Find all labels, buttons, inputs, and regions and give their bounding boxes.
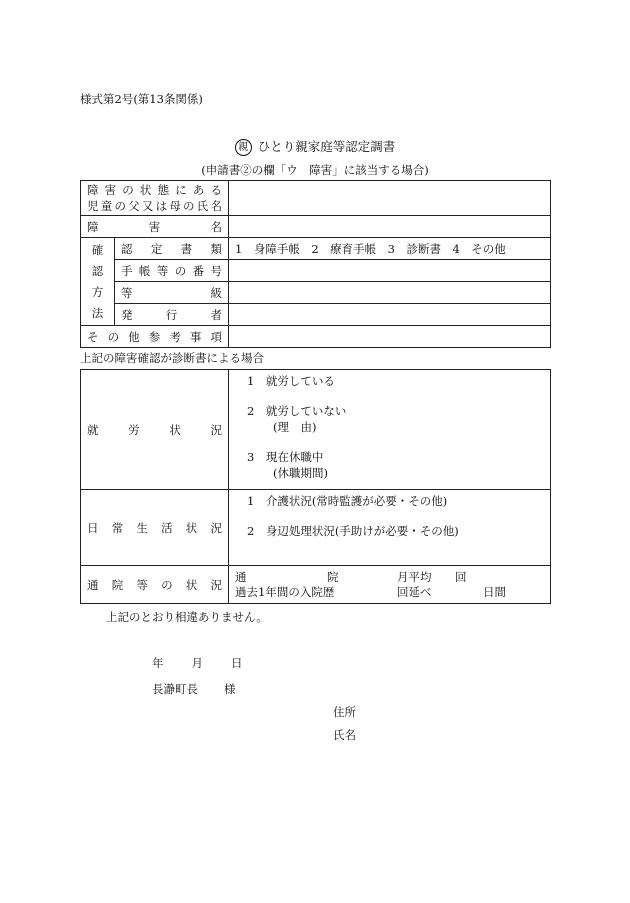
table-row bbox=[81, 216, 551, 238]
table-row bbox=[81, 304, 551, 326]
table-row bbox=[81, 238, 551, 260]
diagnosis-note: 上記の障害確認が診断書による場合 bbox=[80, 351, 264, 365]
daily-life-option-1: 1 介護状況(常時監護が必要・その他) bbox=[247, 494, 448, 508]
outpatient-char-2: 院 bbox=[327, 569, 339, 584]
address-label: 住所 bbox=[333, 705, 356, 719]
value-hospital-status[interactable] bbox=[229, 566, 551, 604]
label-hospital-status: 通院等の状況 bbox=[81, 566, 229, 604]
value-other-notes[interactable] bbox=[229, 326, 551, 348]
label-daily-life-status: 日常生活状況 bbox=[81, 490, 229, 566]
employment-option-1: 1 就労している bbox=[247, 374, 335, 388]
value-issuer[interactable] bbox=[229, 304, 551, 326]
hospitalization-line bbox=[235, 585, 544, 600]
vertical-char: 認 bbox=[91, 263, 104, 278]
value-grade[interactable] bbox=[229, 282, 551, 304]
value-employment-status[interactable] bbox=[229, 370, 551, 490]
document-subtitle: (申請書②の欄「ウ 障害」に該当する場合) bbox=[201, 163, 429, 177]
mayor-title: 長瀞町長 bbox=[152, 682, 198, 696]
employment-option-3: 3 現在休職中 bbox=[247, 450, 324, 464]
value-daily-life-status[interactable] bbox=[229, 490, 551, 566]
employment-leave-period: (休職期間) bbox=[273, 466, 328, 480]
outpatient-char-1: 通 bbox=[235, 569, 247, 584]
year-label: 年 bbox=[152, 656, 164, 670]
circled-character: 親 bbox=[235, 139, 252, 156]
table-row bbox=[81, 326, 551, 348]
table-row bbox=[81, 181, 551, 216]
table-row bbox=[81, 282, 551, 304]
form-number: 様式第2号(第13条関係) bbox=[80, 92, 203, 106]
label-handbook-number: 手帳等の番号 bbox=[115, 260, 229, 282]
label-disability-name: 障害名 bbox=[81, 216, 229, 238]
times-unit: 回 bbox=[455, 569, 467, 584]
label-certification-document: 認定書類 bbox=[115, 238, 229, 260]
outpatient-line bbox=[235, 570, 544, 585]
date-line bbox=[152, 655, 243, 671]
month-label: 月 bbox=[191, 656, 203, 670]
table-row bbox=[81, 566, 551, 604]
label-parent-name bbox=[81, 181, 229, 216]
daily-life-option-2: 2 身辺処理状況(手助けが必要・その他) bbox=[247, 524, 459, 538]
label-employment-status: 就労状況 bbox=[81, 370, 229, 490]
disability-info-table bbox=[80, 180, 551, 348]
value-parent-name[interactable] bbox=[229, 181, 551, 216]
label-other-notes: その他参考事項 bbox=[81, 326, 229, 348]
value-disability-name[interactable] bbox=[229, 216, 551, 238]
day-label: 日 bbox=[231, 656, 243, 670]
document-title bbox=[0, 137, 630, 156]
diagnosis-status-table bbox=[80, 369, 551, 604]
value-handbook-number[interactable] bbox=[229, 260, 551, 282]
employment-option-2: 2 就労していない bbox=[247, 404, 347, 418]
hospitalization-history-label: 過去1年間の入院歴 bbox=[235, 584, 335, 599]
label-line: 児童の父又は母の氏名 bbox=[87, 199, 222, 213]
employment-reason: (理 由) bbox=[273, 420, 317, 434]
vertical-char: 確 bbox=[91, 242, 104, 257]
value-certification-document[interactable]: 1 身障手帳 2 療育手帳 3 診断書 4 その他 bbox=[229, 238, 551, 260]
table-row bbox=[81, 490, 551, 566]
addressee bbox=[152, 681, 236, 697]
table-row bbox=[81, 260, 551, 282]
certification-statement: 上記のとおり相違ありません。 bbox=[106, 610, 268, 624]
honorific: 様 bbox=[224, 682, 236, 696]
vertical-char: 方 bbox=[91, 284, 104, 299]
table-row bbox=[81, 370, 551, 490]
label-confirmation-method bbox=[81, 238, 115, 326]
label-line: 障害の状態にある bbox=[87, 183, 222, 197]
title-text: ひとり親家庭等認定調書 bbox=[257, 139, 396, 154]
vertical-char: 法 bbox=[91, 305, 104, 320]
label-issuer: 発行者 bbox=[115, 304, 229, 326]
monthly-average-label: 月平均 bbox=[397, 569, 432, 584]
label-grade: 等級 bbox=[115, 282, 229, 304]
total-times-label: 回延べ bbox=[397, 584, 432, 599]
days-unit: 日間 bbox=[483, 584, 506, 599]
name-label: 氏名 bbox=[333, 728, 356, 742]
